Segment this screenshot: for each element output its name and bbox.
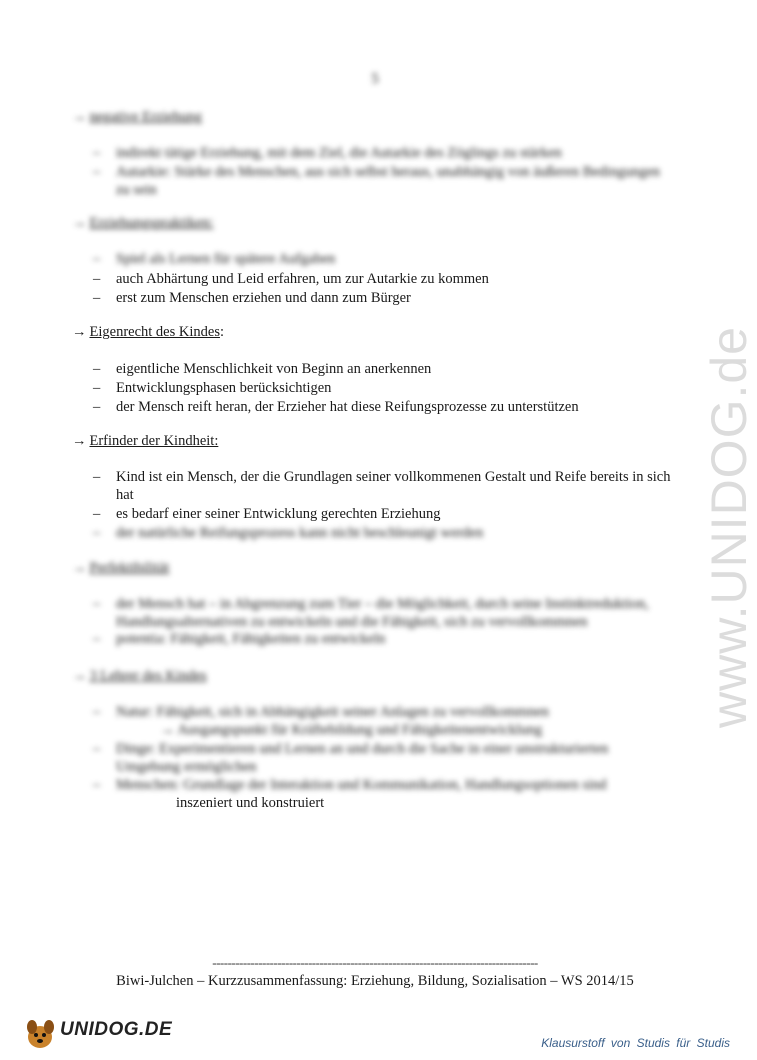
dash-icon: – [93, 469, 101, 485]
footer-rule: ------------------------------------------------------------------------------------- [212, 955, 538, 970]
footer-text: Biwi-Julchen – Kurzzusammenfassung: Erziehung, Bildung, Sozialisation – WS 2014/15 [116, 973, 634, 989]
arrow-icon: → [72, 433, 87, 449]
dash-icon: – [93, 290, 101, 306]
page-number: 5 [371, 71, 379, 87]
section-heading: → 3 Lehrer des Kindes [72, 668, 207, 684]
dash-icon: – [93, 164, 101, 180]
dash-icon: – [93, 525, 101, 541]
section-heading: → Eigenrecht des Kindes: [72, 324, 224, 340]
watermark: www.UNIDOG.de [701, 326, 757, 728]
arrow-icon: → [72, 109, 87, 125]
dash-icon: – [93, 361, 101, 377]
dog-icon [22, 1015, 58, 1051]
dash-icon: – [93, 251, 101, 267]
dash-icon: – [93, 380, 101, 396]
continuation-line: inszeniert und konstruiert [176, 795, 325, 811]
arrow-icon: → [72, 215, 87, 231]
dash-icon: – [93, 145, 101, 161]
section-heading: → negative Erziehung [72, 109, 202, 125]
logo-text: UNIDOG.DE [60, 1019, 173, 1040]
sub-item: → Ausgangspunkt für Kräftebildung und Fähigkeitenentwicklung [160, 722, 543, 738]
dash-icon: – [93, 399, 101, 415]
section-heading: → Erziehungspraktiken: [72, 215, 214, 231]
dash-icon: – [93, 777, 101, 793]
dash-icon: – [93, 506, 101, 522]
dash-icon: – [93, 741, 101, 757]
tagline: Klausurstoff von Studis für Studis [541, 1036, 730, 1050]
arrow-icon: → [72, 668, 87, 684]
arrow-icon: → [72, 324, 87, 340]
dash-icon: – [93, 271, 101, 287]
section-heading: → Perfektibilität [72, 560, 170, 576]
logo [22, 1015, 173, 1051]
dash-icon: – [93, 631, 101, 647]
section-heading: → Erfinder der Kindheit: [72, 433, 219, 449]
dash-icon: – [93, 596, 101, 612]
dash-icon: – [93, 704, 101, 720]
arrow-icon: → [72, 560, 87, 576]
